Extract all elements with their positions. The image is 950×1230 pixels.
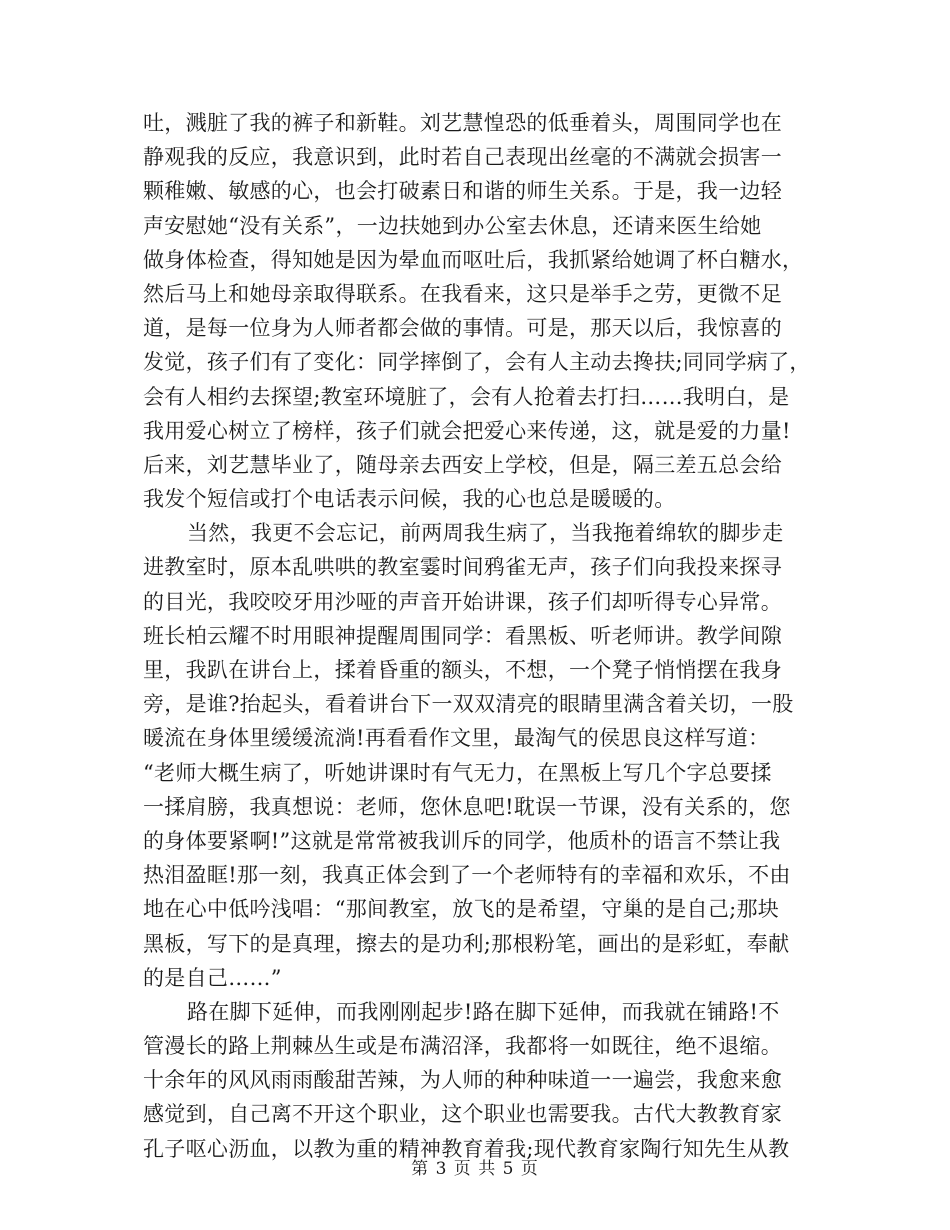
text-line: 的是自己……” [143, 965, 282, 990]
text-line: 我发个短信或打个电话表示问候，我的心也总是暖暖的。 [143, 487, 676, 512]
text-line: 的身体要紧啊!”这就是常常被我训斥的同学，他质朴的语言不禁让我 [143, 828, 781, 853]
text-line: 我用爱心树立了榜样，孩子们就会把爱心来传递，这，就是爱的力量! [143, 418, 791, 443]
text-line: “老师大概生病了，听她讲课时有气无力，在黑板上写几个字总要揉 [143, 760, 772, 785]
text-line: 静观我的反应，我意识到，此时若自己表现出丝毫的不满就会损害一 [143, 145, 782, 170]
text-line: 颗稚嫩、敏感的心，也会打破素日和谐的师生关系。于是，我一边轻 [143, 179, 782, 204]
text-line: 旁，是谁?抬起头，看着讲台下一双双清亮的眼睛里满含着关切，一股 [143, 692, 794, 717]
text-line: 然后马上和她母亲取得联系。在我看来，这只是举手之劳，更微不足 [143, 281, 782, 306]
text-line: 会有人相约去探望;教室环境脏了，会有人抢着去打扫……我明白，是 [143, 384, 790, 409]
text-line: 管漫长的路上荆棘丛生或是布满沼泽，我都将一如既往，绝不退缩。 [143, 1034, 782, 1059]
text-line: 里，我趴在讲台上，揉着昏重的额头，不想，一个凳子悄悄摆在我身 [143, 658, 782, 682]
text-line: 后来，刘艺慧毕业了，随母亲去西安上学校，但是，隔三差五总会给 [143, 452, 782, 477]
paragraph-first-line: 路在脚下延伸，而我刚刚起步!路在脚下延伸，而我就在铺路!不 [187, 999, 780, 1024]
body-text [143, 106, 811, 1166]
text-line: 吐，溅脏了我的裤子和新鞋。刘艺慧惶恐的低垂着头，周围同学也在 [143, 111, 782, 135]
text-line: 地在心中低吟浅唱：“那间教室，放飞的是希望，守巢的是自己;那块 [143, 897, 780, 922]
text-line: 声安慰她“没有关系”，一边扶她到办公室去休息，还请来医生给她 [143, 213, 762, 238]
text-line: 热泪盈眶!那一刻，我真正体会到了一个老师特有的幸福和欢乐，不由 [143, 863, 791, 888]
text-line: 的目光，我咬咬牙用沙哑的声音开始讲课，孩子们却听得专心异常。 [143, 589, 782, 614]
text-line: 做身体检查，得知她是因为晕血而呕吐后，我抓紧给她调了杯白糖水， [143, 247, 804, 272]
text-line: 一揉肩膀，我真想说：老师，您休息吧!耽误一节课，没有关系的，您 [143, 794, 791, 819]
text-line: 十余年的风风雨雨酸甜苦辣，为人师的种种味道一一遍尝，我愈来愈 [143, 1068, 782, 1093]
page-number-footer: 第 3 页 共 5 页 [411, 1159, 539, 1179]
text-line: 进教室时，原本乱哄哄的教室霎时间鸦雀无声，孩子们向我投来探寻 [143, 555, 782, 580]
text-line: 班长柏云耀不时用眼神提醒周围同学：看黑板、听老师讲。教学间隙 [143, 623, 782, 648]
paragraph-first-line: 当然，我更不会忘记，前两周我生病了，当我拖着绵软的脚步走 [187, 521, 784, 546]
text-line: 感觉到，自己离不开这个职业，这个职业也需要我。古代大教教育家 [143, 1102, 782, 1127]
text-line: 道，是每一位身为人师者都会做的事情。可是，那天以后，我惊喜的 [143, 316, 782, 341]
text-line: 黑板，写下的是真理，擦去的是功利;那根粉笔，画出的是彩虹，奉献 [143, 931, 790, 956]
text-line: 发觉，孩子们有了变化：同学摔倒了，会有人主动去搀扶;同同学病了， [143, 350, 811, 375]
text-line: 孔子呕心沥血，以教为重的精神教育着我;现代教育家陶行知先生从教 [143, 1136, 790, 1161]
text-line: 暖流在身体里缓缓流淌!再看看作文里，最淘气的侯思良这样写道： [143, 726, 770, 751]
